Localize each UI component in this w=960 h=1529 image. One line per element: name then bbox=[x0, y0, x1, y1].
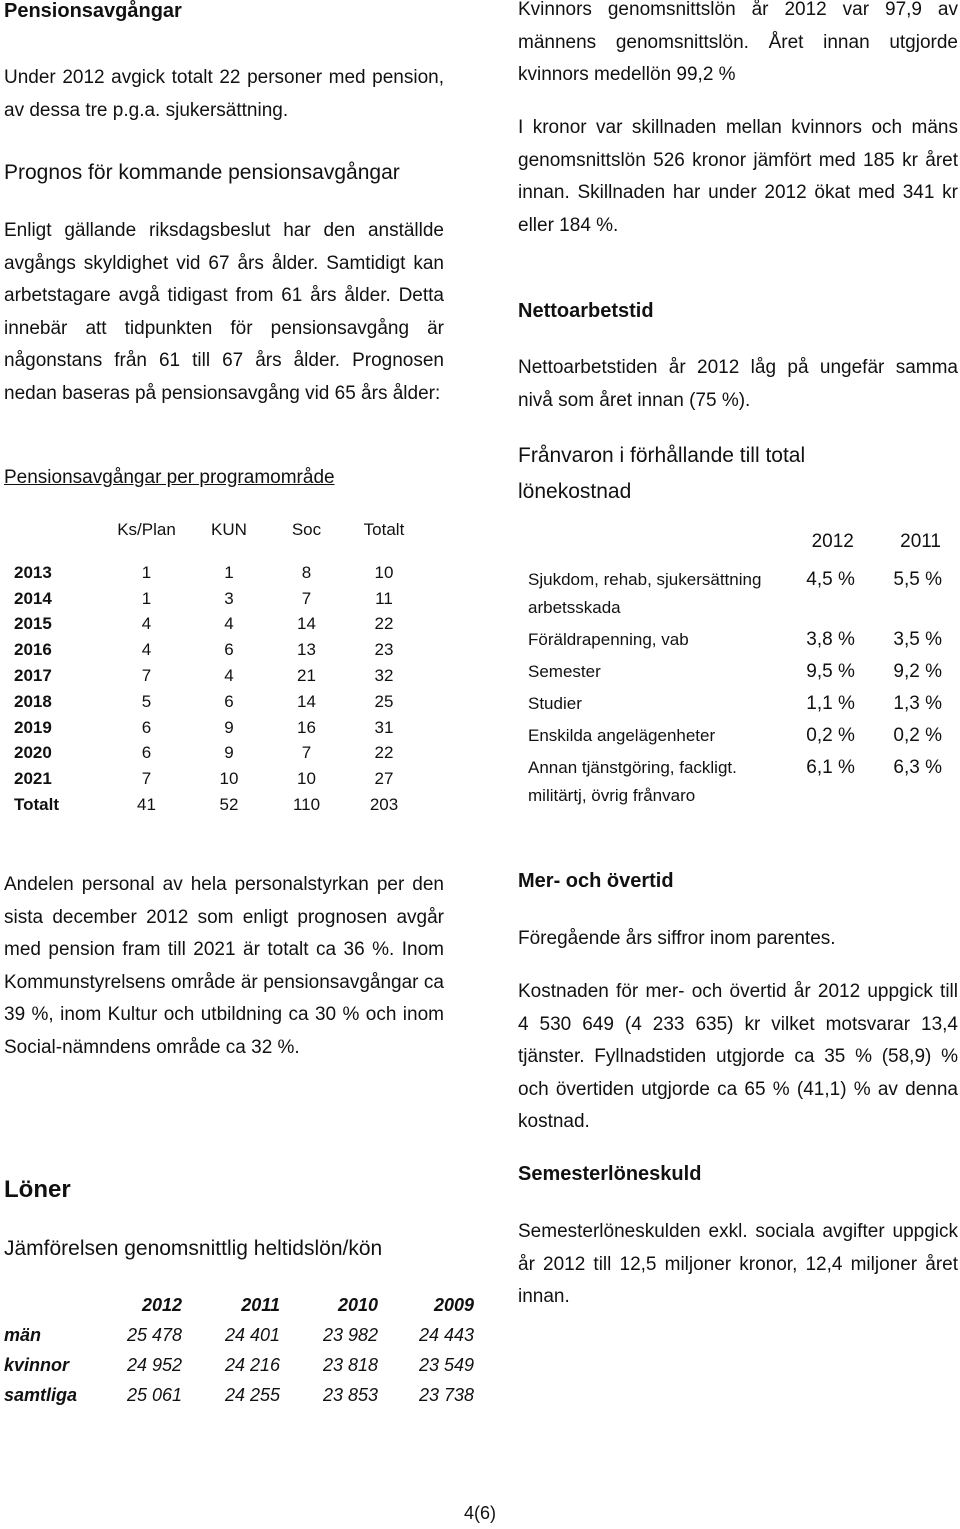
cell-soc: 7 bbox=[301, 588, 312, 608]
cell-kun: 3 bbox=[224, 588, 234, 608]
forecast-title: Prognos för kommande pensionsavgångar bbox=[4, 161, 400, 184]
header-cell: Totalt bbox=[363, 520, 405, 539]
table-row bbox=[14, 560, 424, 586]
cell-kun: 4 bbox=[224, 666, 234, 686]
cell-ks: 7 bbox=[141, 769, 152, 789]
cell-soc: 8 bbox=[301, 562, 312, 582]
cell-v2009: 23 549 bbox=[418, 1354, 474, 1375]
header-cell: 2009 bbox=[433, 1294, 474, 1315]
cell-total: 23 bbox=[374, 640, 394, 660]
header-cell: 2011 bbox=[241, 1294, 280, 1315]
absence-table-header bbox=[528, 530, 942, 566]
cell-label: Studier bbox=[528, 694, 582, 713]
cell-soc: 14 bbox=[297, 691, 316, 711]
cell-total: 31 bbox=[374, 717, 394, 737]
cell-soc: 13 bbox=[297, 640, 316, 660]
cell-year: 2019 bbox=[14, 717, 52, 737]
cell-kun: 9 bbox=[224, 743, 234, 763]
cell-total: 203 bbox=[369, 795, 399, 815]
pension-intro: Under 2012 avgick totalt 22 personer med pension, av dessa tre p.g.a. sjukersättning. bbox=[4, 67, 444, 121]
header-cell: 2012 bbox=[811, 531, 854, 552]
pension-table-header bbox=[14, 520, 424, 560]
header-cell: KUN bbox=[211, 520, 247, 539]
cell-ks: 7 bbox=[141, 666, 152, 686]
table-row bbox=[14, 741, 424, 767]
cell-v2009: 24 443 bbox=[418, 1324, 474, 1345]
cell-soc: 21 bbox=[297, 666, 316, 686]
cell-label: Sjukdom, rehab, sjukersättning arbetsskada bbox=[528, 570, 762, 617]
cell-v2012: 0,2 % bbox=[806, 725, 855, 746]
sem-title: Semesterlöneskuld bbox=[518, 1163, 702, 1185]
cell-total: 11 bbox=[375, 588, 393, 608]
cell-total: 22 bbox=[374, 743, 394, 763]
cell-v2011: 24 216 bbox=[224, 1354, 280, 1375]
table-row bbox=[14, 689, 424, 715]
kronor-diff-text: I kronor var skillnaden mellan kvinnors och mäns genomsnittslön 526 kronor jämfört med 185 kr året innan. Skillnaden har under 2012 ökat med 341 kr eller 184 %. bbox=[518, 117, 958, 236]
cell-year: 2015 bbox=[14, 614, 52, 634]
cell-year: 2016 bbox=[14, 640, 52, 660]
cell-v2010: 23 818 bbox=[322, 1354, 378, 1375]
header-cell: Ks/Plan bbox=[117, 520, 176, 539]
cell-total: 22 bbox=[374, 614, 394, 634]
cell-soc: 110 bbox=[292, 795, 321, 815]
cell-kun: 10 bbox=[219, 769, 239, 789]
salary-table bbox=[4, 1290, 474, 1410]
cell-v2012: 3,8 % bbox=[806, 629, 855, 650]
cell-kun: 1 bbox=[224, 562, 234, 582]
cell-ks: 1 bbox=[141, 562, 152, 582]
cell-v2011: 5,5 % bbox=[893, 569, 942, 590]
cell-ks: 6 bbox=[141, 717, 152, 737]
table-row bbox=[528, 722, 942, 754]
header-cell: 2011 bbox=[900, 531, 941, 552]
cell-v2012: 24 952 bbox=[126, 1354, 182, 1375]
table-row bbox=[14, 637, 424, 663]
cell-v2009: 23 738 bbox=[418, 1384, 474, 1405]
share-text: Andelen personal av hela personalstyrkan per den sista december 2012 som enligt prognosen avgår med pension fram till 2021 är totalt ca 36 %. Inom Kommunstyrelsens område är pensionsavgångar ca 39 %, inom Kultur och utbildning ca 30 % och inom Social-nämndens område ca 32 %. bbox=[4, 874, 444, 1058]
cell-v2011: 3,5 % bbox=[893, 629, 942, 650]
cell-label: kvinnor bbox=[4, 1354, 70, 1375]
cell-total: 32 bbox=[374, 666, 394, 686]
cell-ks: 1 bbox=[141, 588, 152, 608]
cell-kun: 9 bbox=[224, 717, 234, 737]
table-row bbox=[528, 626, 942, 658]
cell-v2010: 23 853 bbox=[322, 1384, 378, 1405]
netto-text: Nettoarbetstiden år 2012 låg på ungefär samma nivå som året innan (75 %). bbox=[518, 357, 958, 411]
cell-v2011: 6,3 % bbox=[893, 757, 942, 778]
cell-label: Föräldrapenning, vab bbox=[528, 630, 689, 649]
franvaro-title: Frånvaron i förhållande till total lönekostnad bbox=[518, 444, 806, 503]
cell-year: 2021 bbox=[14, 769, 52, 789]
cell-label: män bbox=[4, 1324, 42, 1345]
cell-v2011: 1,3 % bbox=[893, 693, 942, 714]
table-row bbox=[14, 612, 424, 638]
loner-subtitle: Jämförelsen genomsnittlig heltidslön/kön bbox=[4, 1237, 383, 1260]
netto-title: Nettoarbetstid bbox=[518, 300, 654, 322]
table-row bbox=[528, 754, 942, 814]
cell-soc: 14 bbox=[297, 614, 316, 634]
cell-kun: 6 bbox=[224, 640, 234, 660]
cell-label: samtliga bbox=[4, 1384, 78, 1405]
cell-v2011: 24 255 bbox=[224, 1384, 280, 1405]
cell-kun: 4 bbox=[224, 614, 234, 634]
header-cell bbox=[14, 520, 104, 560]
table-row bbox=[14, 663, 424, 689]
cell-soc: 16 bbox=[297, 717, 316, 737]
cell-ks: 41 bbox=[137, 795, 156, 815]
loner-title: Löner bbox=[4, 1176, 71, 1203]
cell-v2011: 9,2 % bbox=[893, 661, 942, 682]
pension-table bbox=[14, 520, 424, 818]
table-row bbox=[14, 792, 424, 818]
cell-v2010: 23 982 bbox=[322, 1324, 378, 1345]
cell-ks: 5 bbox=[141, 691, 152, 711]
cell-v2012: 1,1 % bbox=[806, 693, 855, 714]
cell-ks: 4 bbox=[141, 640, 152, 660]
cell-v2012: 9,5 % bbox=[806, 661, 855, 682]
page-number: 4(6) bbox=[463, 1503, 496, 1523]
cell-total: 25 bbox=[374, 691, 394, 711]
salary-table-header bbox=[4, 1290, 474, 1320]
table-row bbox=[528, 566, 942, 626]
cell-kun: 6 bbox=[224, 691, 234, 711]
header-cell bbox=[4, 1290, 90, 1320]
cell-v2012: 25 061 bbox=[126, 1384, 182, 1405]
table-row bbox=[14, 715, 424, 741]
cell-total: 10 bbox=[374, 562, 394, 582]
cell-ks: 6 bbox=[141, 743, 152, 763]
table-row bbox=[528, 658, 942, 690]
cell-soc: 7 bbox=[301, 743, 312, 763]
cell-total: 27 bbox=[374, 769, 394, 789]
cell-year: 2020 bbox=[14, 743, 52, 763]
cell-kun: 52 bbox=[219, 795, 239, 815]
table-row bbox=[4, 1350, 474, 1380]
header-cell: Soc bbox=[291, 520, 322, 539]
cell-v2011: 24 401 bbox=[224, 1324, 280, 1345]
cell-v2012: 6,1 % bbox=[806, 757, 855, 778]
women-salary-text: Kvinnors genomsnittslön år 2012 var 97,9 av männens genomsnittslön. Året innan utgjorde kvinnors medellön 99,2 % bbox=[518, 0, 958, 85]
mer-note: Föregående års siffror inom parentes. bbox=[518, 928, 836, 949]
table-row bbox=[528, 690, 942, 722]
table-row bbox=[4, 1380, 474, 1410]
table-row bbox=[4, 1320, 474, 1350]
cell-v2012: 25 478 bbox=[126, 1324, 182, 1345]
header-cell: 2012 bbox=[141, 1294, 182, 1315]
cell-v2011: 0,2 % bbox=[893, 725, 942, 746]
cell-ks: 4 bbox=[141, 614, 152, 634]
pension-title: Pensionsavgångar bbox=[4, 0, 182, 22]
cell-label: Annan tjänstgöring, fackligt. militärtj, övrig frånvaro bbox=[528, 758, 737, 805]
cell-year: 2017 bbox=[14, 666, 52, 686]
table-row bbox=[14, 586, 424, 612]
cell-label: Semester bbox=[528, 662, 601, 681]
sem-text: Semesterlöneskulden exkl. sociala avgifter uppgick år 2012 till 12,5 miljoner kronor, 12,4 miljoner året innan. bbox=[518, 1221, 958, 1307]
table-row bbox=[14, 766, 424, 792]
cell-year: 2018 bbox=[14, 691, 52, 711]
cell-label: Enskilda angelägenheter bbox=[528, 726, 716, 745]
cell-year: 2013 bbox=[14, 562, 52, 582]
header-cell: 2010 bbox=[337, 1294, 378, 1315]
mer-text: Kostnaden för mer- och övertid år 2012 uppgick till 4 530 649 (4 233 635) kr vilket motsvarar 13,4 tjänster. Fyllnadstiden utgjorde ca 35 % (58,9) % och övertiden utgjorde ca 65 % (41,1) % av denna kostnad. bbox=[518, 981, 958, 1132]
forecast-text: Enligt gällande riksdagsbeslut har den anställde avgångs skyldighet vid 67 års ålder. Samtidigt kan arbetstagare avgå tidigast from 61 års ålder. Detta innebär att tidpunkten för pensionsavgång är någonstans från 61 till 67 års ålder. Prognosen nedan baseras på pensionsavgång vid 65 års ålder: bbox=[4, 220, 444, 404]
cell-year: Totalt bbox=[14, 795, 60, 815]
mer-title: Mer- och övertid bbox=[518, 870, 674, 892]
cell-v2012: 4,5 % bbox=[806, 569, 855, 590]
cell-year: 2014 bbox=[14, 588, 52, 608]
pension-table-title: Pensionsavgångar per programområde bbox=[4, 467, 335, 488]
absence-table bbox=[528, 530, 942, 814]
cell-soc: 10 bbox=[297, 769, 316, 789]
header-cell bbox=[528, 530, 770, 566]
